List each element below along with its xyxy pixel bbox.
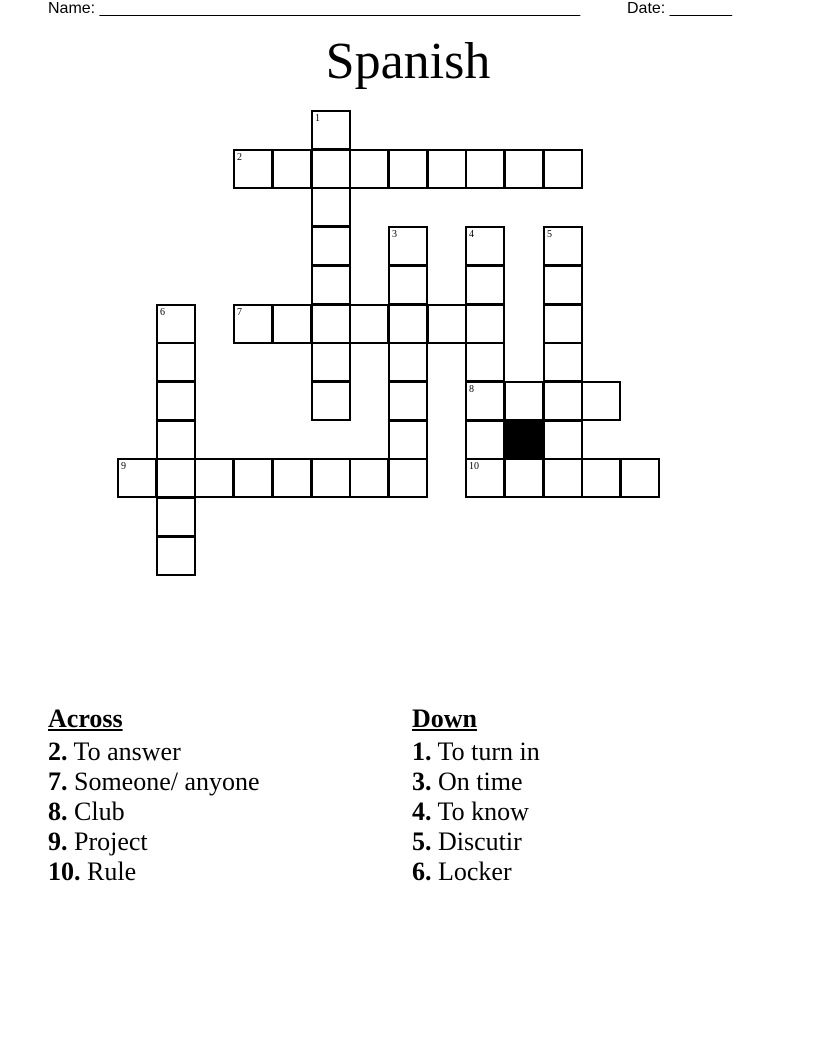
clue-number: 2 [237,152,242,163]
crossword-cell[interactable] [117,458,157,498]
crossword-cell[interactable] [388,342,428,382]
crossword-cell[interactable] [311,110,351,150]
crossword-cell[interactable] [504,458,544,498]
clue-number: 6 [160,307,165,318]
crossword-cell[interactable] [349,458,389,498]
crossword-cell[interactable] [156,458,196,498]
clue-number: 7 [237,307,242,318]
clue-number: 3 [392,229,397,240]
crossword-cell[interactable] [465,342,505,382]
crossword-cell[interactable] [543,226,583,266]
page-title: Spanish [325,33,491,90]
crossword-cell[interactable] [427,304,467,344]
crossword-cell[interactable] [388,149,428,189]
across-clues [48,703,260,887]
crossword-cell[interactable] [465,226,505,266]
crossword-cell[interactable] [543,420,583,460]
crossword-cell[interactable] [543,304,583,344]
crossword-cell[interactable] [388,265,428,305]
crossword-cell[interactable] [543,149,583,189]
clue-number: 1 [315,113,320,124]
crossword-cell[interactable] [388,381,428,421]
crossword-cell[interactable] [156,381,196,421]
crossword-cell[interactable] [233,458,273,498]
crossword-cell[interactable] [465,381,505,421]
across-clue: 2. To answer [48,737,181,766]
crossword-cell[interactable] [349,304,389,344]
down-clues [412,703,540,887]
crossword-cell[interactable] [465,458,505,498]
crossword-cell[interactable] [388,420,428,460]
crossword-cell[interactable] [504,381,544,421]
clue-number: 5 [547,229,552,240]
crossword-cell[interactable] [311,149,351,189]
crossword-cell[interactable] [311,304,351,344]
clue-number: 4 [469,229,474,240]
down-clue: 4. To know [412,797,529,826]
crossword-cell[interactable] [620,458,660,498]
crossword-cell[interactable] [388,304,428,344]
crossword-cell[interactable] [581,381,621,421]
down-heading: Down [412,704,478,733]
crossword-cell[interactable] [543,381,583,421]
crossword-cell[interactable] [581,458,621,498]
crossword-cell[interactable] [233,149,273,189]
crossword-cell[interactable] [272,149,312,189]
crossword-cell[interactable] [465,420,505,460]
crossword-cell[interactable] [272,304,312,344]
crossword-cell[interactable] [311,265,351,305]
crossword-cell[interactable] [543,342,583,382]
across-clue: 7. Someone/ anyone [48,767,260,796]
crossword-cell[interactable] [465,265,505,305]
clue-number: 9 [121,461,126,472]
across-heading: Across [48,704,123,733]
down-clue: 6. Locker [412,857,512,886]
crossword-cell[interactable] [388,458,428,498]
crossword-cell[interactable] [156,342,196,382]
crossword-cell[interactable] [156,420,196,460]
crossword-cell[interactable] [543,265,583,305]
crossword-cell[interactable] [349,149,389,189]
crossword-cell[interactable] [465,304,505,344]
clue-number: 10 [469,461,479,472]
crossword-cell[interactable] [233,304,273,344]
crossword-cell[interactable] [504,149,544,189]
crossword-cell[interactable] [311,187,351,227]
crossword-cell[interactable] [311,381,351,421]
crossword-cell[interactable] [156,497,196,537]
down-clue: 3. On time [412,767,523,796]
crossword-black-cell [504,420,544,460]
down-clue: 5. Discutir [412,827,522,856]
crossword-cell[interactable] [156,304,196,344]
crossword-cell[interactable] [311,458,351,498]
crossword-cell[interactable] [388,226,428,266]
crossword-cell[interactable] [465,149,505,189]
crossword-cell[interactable] [427,149,467,189]
across-clue: 9. Project [48,827,148,856]
down-clue: 1. To turn in [412,737,540,766]
name-field-line: Name: ______________________________________________________ [48,0,581,17]
crossword-cell[interactable] [543,458,583,498]
clue-number: 8 [469,384,474,395]
crossword-cell[interactable] [311,342,351,382]
crossword-cell[interactable] [272,458,312,498]
crossword-cell[interactable] [194,458,234,498]
across-clue: 8. Club [48,797,125,826]
across-clue: 10. Rule [48,857,137,886]
crossword-cell[interactable] [311,226,351,266]
crossword-cell[interactable] [156,536,196,576]
date-field-line: Date: _______ [627,0,732,17]
